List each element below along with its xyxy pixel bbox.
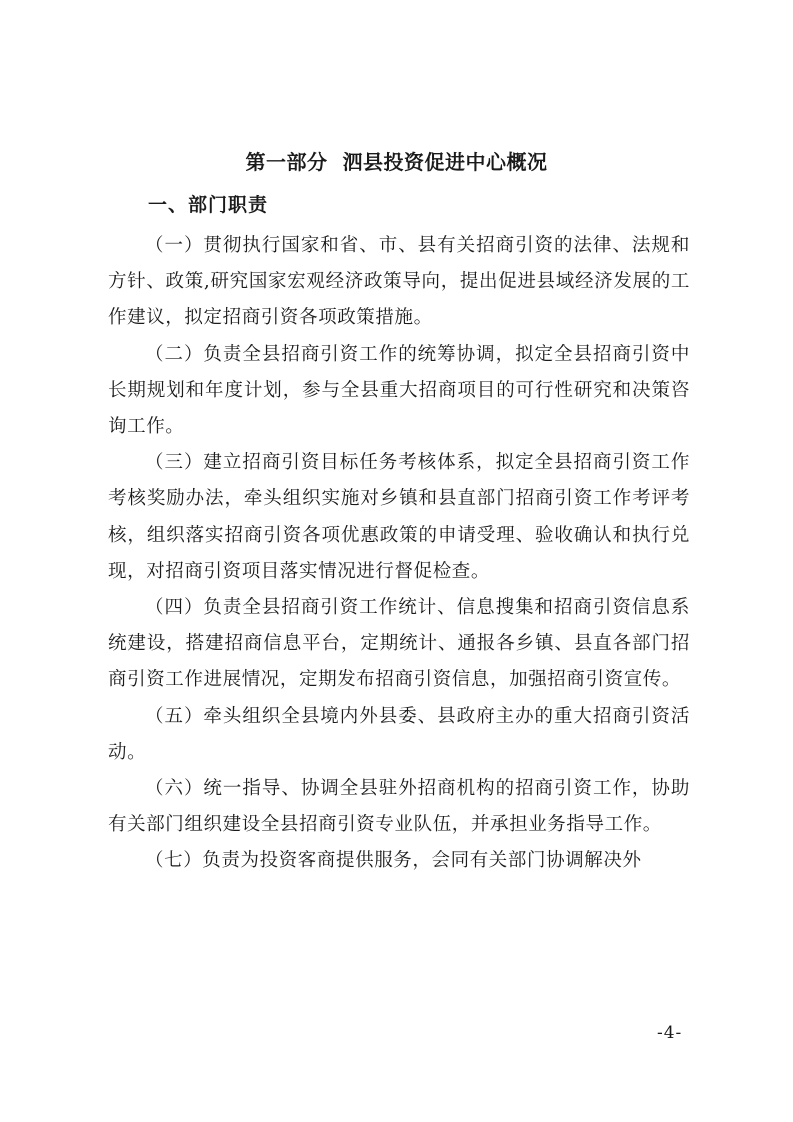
paragraph-2: （二）负责全县招商引资工作的统筹协调，拟定全县招商引资中长期规划和年度计划，参与全县重大招商项目的可行性研究和决策咨询工作。	[108, 343, 690, 438]
section-heading: 一、部门职责	[148, 194, 269, 216]
body-text	[108, 228, 690, 880]
paragraph-3: （三）建立招商引资目标任务考核体系，拟定全县招商引资工作考核奖励办法，牵头组织实施对乡镇和县直部门招商引资工作考评考核，组织落实招商引资各项优惠政策的申请受理、验收确认和执行兑现，对招商引资项目落实情况进行督促检查。	[108, 452, 690, 582]
paragraph-7: （七）负责为投资客商提供服务，会同有关部门协调解决外	[145, 850, 642, 872]
page-title: 第一部分 泗县投资促进中心概况	[245, 150, 548, 174]
paragraph-1: （一）贯彻执行国家和省、市、县有关招商引资的法律、法规和方针、政策,研究国家宏观经济政策导向，提出促进县域经济发展的工作建议，拟定招商引资各项政策措施。	[108, 235, 690, 329]
page-number: -4-	[657, 1023, 683, 1043]
paragraph-5: （五）牵头组织全县境内外县委、县政府主办的重大招商引资活动。	[108, 705, 690, 763]
paragraph-6: （六）统一指导、协调全县驻外招商机构的招商引资工作，协助有关部门组织建设全县招商引资专业队伍，并承担业务指导工作。	[108, 778, 690, 836]
paragraph-4: （四）负责全县招商引资工作统计、信息搜集和招商引资信息系统建设，搭建招商信息平台，定期统计、通报各乡镇、县直各部门招商引资工作进展情况，定期发布招商引资信息，加强招商引资宣传。	[108, 597, 690, 691]
